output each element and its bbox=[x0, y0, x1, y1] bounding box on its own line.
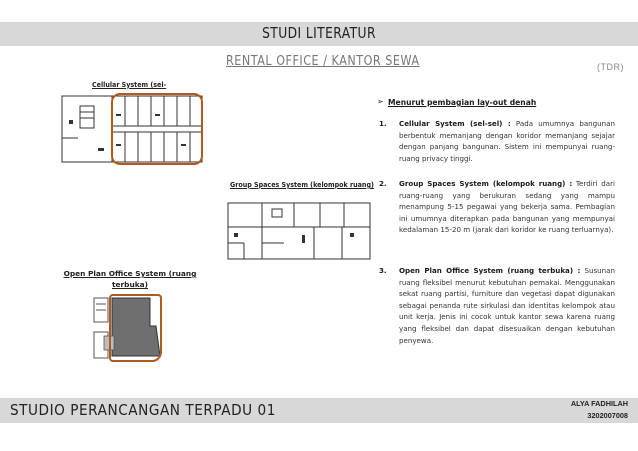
openplan-caption-line2: terbuka) bbox=[111, 280, 149, 289]
layout-description bbox=[377, 97, 617, 345]
list-item-group bbox=[379, 178, 615, 236]
openplan-highlight bbox=[109, 294, 162, 362]
group-caption: Group Spaces System (kelompok ruang) bbox=[230, 180, 374, 189]
list-text: Terdiri dari ruang-ruang yang berukuran sedang yang mampu menampung 5-15 pegawai yang bekerja sama. Pembagian ini umumnya diterapkan pada bangunan yang mempunyai kedalaman 15-20 m (jarak dari koridor ke ruang terluarnya). bbox=[399, 179, 615, 235]
list-term: Cellular System (sel-sel) : bbox=[399, 119, 511, 128]
openplan-caption-line1: Open Plan Office System (ruang bbox=[63, 269, 197, 278]
arrow-bullet-icon: ➢ bbox=[377, 97, 384, 106]
list-item-openplan bbox=[379, 265, 615, 346]
list-term: Group Spaces System (kelompok ruang) : bbox=[399, 179, 573, 188]
author-id: 3202007008 bbox=[587, 411, 628, 420]
section-heading-text: Menurut pembagian lay-out denah bbox=[388, 98, 537, 107]
openplan-caption bbox=[62, 268, 198, 290]
section-heading bbox=[377, 98, 617, 107]
list-item-cellular bbox=[379, 118, 615, 164]
studio-name: STUDIO PERANCANGAN TERPADU 01 bbox=[10, 401, 276, 419]
list-term: Open Plan Office System (ruang terbuka) : bbox=[399, 266, 581, 275]
author-info bbox=[548, 398, 628, 422]
list-number: 3. bbox=[379, 266, 387, 275]
list-number: 1. bbox=[379, 119, 387, 128]
page-title: STUDI LITERATUR bbox=[262, 24, 376, 42]
cellular-highlight bbox=[111, 93, 203, 165]
group-spaces-floor-plan bbox=[224, 199, 374, 263]
page-subtitle: RENTAL OFFICE / KANTOR SEWA bbox=[226, 54, 420, 69]
list-text: Susunan ruang fleksibel menurut kebutuhan pemakai. Menggunakan sekat ruang partisi, furniture dan vegetasi dapat digunakan sebagai penanda rute sirkulasi dan identitas kelompok atau unit kerja. Jenis ini cocok untuk kantor sewa karena ruang yang fleksibel dan dapat disesuaikan dengan kebutuhan penyewa. bbox=[399, 266, 615, 345]
list-number: 2. bbox=[379, 179, 387, 188]
author-name: ALYA FADHILAH bbox=[570, 399, 628, 408]
cellular-caption: Cellular System (sel- bbox=[92, 80, 167, 89]
list-text: Pada umumnya bangunan berbentuk memanjang dengan koridor memanjang sejajar dengan panjang bangunan. Sistem ini mempunyai ruang-ruang privacy tinggi. bbox=[399, 119, 615, 163]
subject-code: (TDR) bbox=[597, 62, 624, 72]
